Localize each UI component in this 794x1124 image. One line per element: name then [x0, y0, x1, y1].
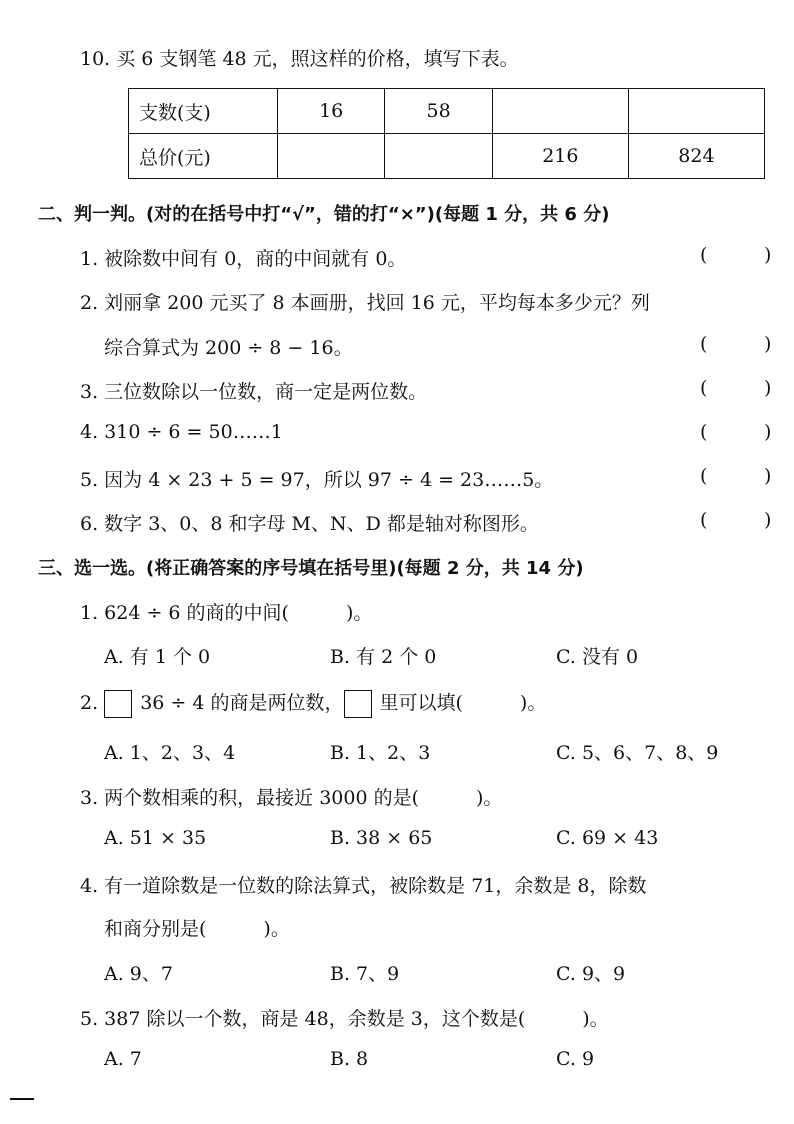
- table-row: [129, 89, 765, 134]
- paren-open: (: [700, 465, 708, 487]
- option-b[interactable]: B. 1、2、3: [330, 742, 431, 764]
- option-a[interactable]: A. 有 1 个 0: [104, 646, 211, 668]
- paren-close: ): [764, 377, 772, 399]
- option-a[interactable]: A. 51 × 35: [104, 827, 207, 849]
- table-cell[interactable]: [628, 89, 764, 134]
- option-c[interactable]: C. 9: [556, 1048, 595, 1070]
- paren-close: ): [764, 333, 772, 355]
- paren-close: ): [764, 244, 772, 266]
- judge-item-6: 6. 数字 3、0、8 和字母 M、N、D 都是轴对称图形。: [80, 513, 539, 535]
- table-cell[interactable]: [385, 134, 492, 179]
- paren-open: (: [700, 509, 708, 531]
- table-cell[interactable]: 216: [492, 134, 628, 179]
- price-table: [128, 88, 765, 179]
- paren-open: (: [700, 377, 708, 399]
- choose-q2-mid: 36 ÷ 4 的商是两位数，: [140, 692, 344, 714]
- page-footer-rule: [10, 1098, 34, 1100]
- paren-open: (: [700, 333, 708, 355]
- table-cell[interactable]: 16: [278, 89, 385, 134]
- blank-box[interactable]: [104, 690, 132, 718]
- choose-heading: 三、选一选。(将正确答案的序号填在括号里)(每题 2 分，共 14 分): [38, 558, 584, 579]
- choose-q1: 1. 624 ÷ 6 的商的中间( )。: [80, 602, 373, 624]
- q10-stem: 10. 买 6 支钢笔 48 元，照这样的价格，填写下表。: [80, 48, 519, 70]
- option-b[interactable]: B. 有 2 个 0: [330, 646, 437, 668]
- judge-item-3: 3. 三位数除以一位数，商一定是两位数。: [80, 381, 428, 403]
- paren-open: (: [700, 421, 708, 443]
- option-c[interactable]: C. 没有 0: [556, 646, 639, 668]
- judge-heading: 二、判一判。(对的在括号中打“√”，错的打“×”)(每题 1 分，共 6 分): [38, 204, 610, 225]
- paren-open: (: [700, 244, 708, 266]
- table-row-head: 总价(元): [129, 134, 278, 179]
- paren-close: ): [764, 465, 772, 487]
- choose-q4: 4. 有一道除数是一位数的除法算式，被除数是 71，余数是 8，除数: [80, 875, 647, 897]
- judge-item-1: 1. 被除数中间有 0，商的中间就有 0。: [80, 248, 407, 270]
- choose-q3: 3. 两个数相乘的积，最接近 3000 的是( )。: [80, 787, 503, 809]
- table-row-head: 支数(支): [129, 89, 278, 134]
- option-b[interactable]: B. 7、9: [330, 963, 400, 985]
- judge-item-2-cont: 综合算式为 200 ÷ 8 − 16。: [104, 337, 353, 359]
- choose-q4-cont: 和商分别是( )。: [104, 918, 290, 940]
- option-a[interactable]: A. 7: [104, 1048, 142, 1070]
- paren-close: ): [764, 509, 772, 531]
- option-b[interactable]: B. 38 × 65: [330, 827, 433, 849]
- table-cell[interactable]: [278, 134, 385, 179]
- option-c[interactable]: C. 5、6、7、8、9: [556, 742, 719, 764]
- option-c[interactable]: C. 9、9: [556, 963, 626, 985]
- option-a[interactable]: A. 9、7: [104, 963, 173, 985]
- judge-item-2: 2. 刘丽拿 200 元买了 8 本画册，找回 16 元，平均每本多少元？列: [80, 292, 650, 314]
- table-cell[interactable]: [492, 89, 628, 134]
- judge-item-5: 5. 因为 4 × 23 + 5 = 97，所以 97 ÷ 4 = 23……5。: [80, 469, 554, 491]
- blank-box[interactable]: [344, 690, 372, 718]
- paren-close: ): [764, 421, 772, 443]
- option-b[interactable]: B. 8: [330, 1048, 369, 1070]
- option-a[interactable]: A. 1、2、3、4: [104, 742, 236, 764]
- option-c[interactable]: C. 69 × 43: [556, 827, 659, 849]
- choose-q5: 5. 387 除以一个数，商是 48，余数是 3，这个数是( )。: [80, 1008, 609, 1030]
- choose-q2: [80, 688, 546, 718]
- table-row: [129, 134, 765, 179]
- table-cell[interactable]: 58: [385, 89, 492, 134]
- judge-item-4: 4. 310 ÷ 6 = 50……1: [80, 421, 283, 443]
- choose-q2-number: 2.: [80, 692, 99, 714]
- table-cell[interactable]: 824: [628, 134, 764, 179]
- choose-q2-suffix: 里可以填( )。: [379, 692, 547, 714]
